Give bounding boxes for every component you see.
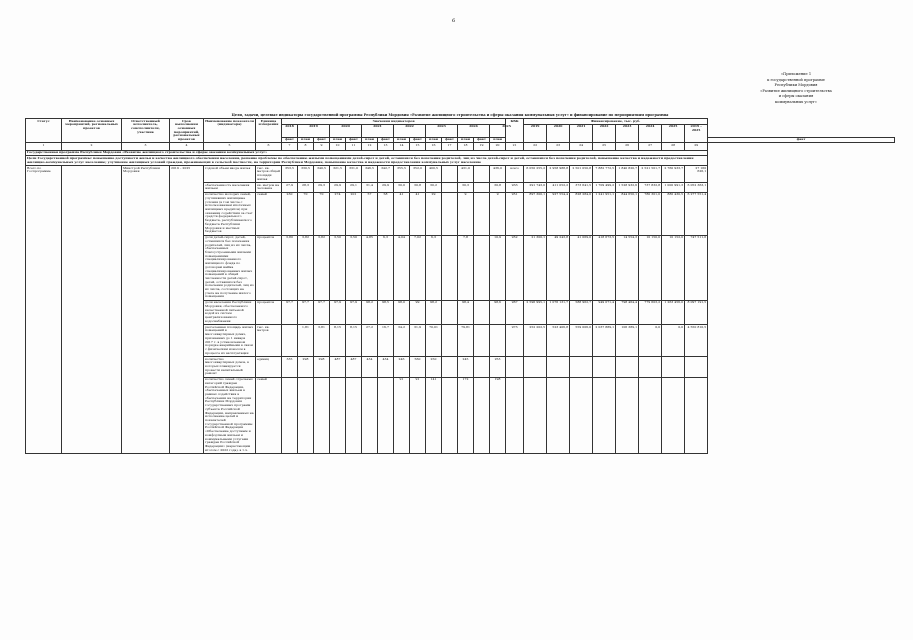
finance-value: 737 832,8	[639, 183, 662, 193]
finance-value: 779 603,2	[639, 300, 662, 324]
indicator-value: 298	[314, 356, 330, 377]
indicator-value	[330, 377, 346, 453]
indicator-value: 97,9	[346, 300, 362, 324]
finance-value: 6 050 255,2	[524, 166, 547, 183]
finance-value: 2 037 889,1	[593, 325, 616, 357]
finance-value	[570, 377, 593, 453]
indicator-value	[474, 377, 490, 453]
indicator-value	[442, 166, 458, 183]
indicator-name: расселенная площадь жилых помещений в многоквартирных домах, признанных до 1 января 2017 г. в установленном порядке аварийными в связи с физическим износом в процессе их эксплуатации	[204, 325, 256, 357]
finance-value: 373 641,5	[570, 183, 593, 193]
indicator-value: 352,0	[410, 166, 426, 183]
plan-fact-header: факт	[346, 137, 362, 143]
plan-fact-header: план	[298, 137, 314, 143]
indicator-value: 331,0	[346, 166, 362, 183]
indicator-value: 98,4	[458, 300, 474, 324]
kbk-code: 967	[506, 300, 524, 324]
indicator-value: 70	[314, 192, 330, 235]
indicator-value: 353,5	[282, 166, 298, 183]
kbk-code: 952	[506, 235, 524, 300]
finance-value: 1 000 991,3	[662, 183, 685, 193]
column-number: 29	[685, 143, 708, 150]
indicator-value	[346, 377, 362, 453]
indicator-value: 250	[426, 356, 442, 377]
plan-fact-header: факт	[282, 137, 298, 143]
finance-value	[547, 356, 570, 377]
column-number: 14	[394, 143, 410, 150]
indicator-value: 70	[298, 192, 314, 235]
indicator-value: 10,9	[490, 235, 506, 300]
plan-fact-header: план	[490, 137, 506, 143]
finance-year-header: 2020	[547, 124, 570, 143]
column-number: 18	[458, 143, 474, 150]
indicator-value: 298	[298, 356, 314, 377]
finance-value: 927 554,4	[547, 192, 570, 235]
indicator-value: 58	[378, 192, 394, 235]
finance-value: 1 528 932,6	[616, 183, 639, 193]
indicator-value: 27,9	[282, 183, 298, 193]
indicator-value: 31,4	[362, 183, 378, 193]
kbk-code: 951	[506, 192, 524, 235]
indicator-value: 34,2	[394, 325, 410, 357]
indicator-unit: процентов	[256, 235, 282, 300]
column-number: 6	[256, 143, 282, 150]
program-subtitle: Государственная программа Республики Мордовия «Развитие жилищного строительства и сферы оказания коммунальных услуг»	[26, 150, 708, 156]
indicator-value: 30,0	[394, 183, 410, 193]
finance-value: 0,0	[639, 325, 662, 357]
indicator-value	[474, 356, 490, 377]
kbk-code: 973	[506, 325, 524, 357]
column-number: 13	[378, 143, 394, 150]
finance-value: 0,0	[662, 325, 685, 357]
indicator-name: количество молодых семей, улучшивших жилищные условия (в том числе с использованием ипотечных жилищных кредитов) при оказании содействия за счет средств федерального бюджета, республиканского бюджета Республики Мордовия и местных бюджетов	[204, 192, 256, 235]
indicator-value: 41	[394, 192, 410, 235]
finance-value: 2 501 050,8	[570, 166, 593, 183]
indicator-value	[474, 183, 490, 193]
indicator-value: 274	[330, 192, 346, 235]
indicator-value: 8,15	[330, 325, 346, 357]
indicator-unit: процентов	[256, 300, 282, 324]
document-title: Цели, задачи, целевые индикаторы государственной программы Республики Мордовия «Развитие жилищного строительства и сферы оказания коммунальных услуг» и финансирование по мероприятиям программы	[231, 113, 669, 117]
finance-value: 10 150,0	[639, 235, 662, 300]
indicator-value: 3,81	[314, 325, 330, 357]
finance-year-header: 2021	[570, 124, 593, 143]
indicator-value: 3,82	[314, 235, 330, 300]
indicator-value: 201	[346, 192, 362, 235]
column-number: 4	[170, 143, 204, 150]
header-name: Наименование основных мероприятий, региональных проектов	[62, 119, 122, 143]
indicator-value: 198	[490, 377, 506, 453]
indicator-name: количество семей отдельных категорий граждан Российской Федерации, обеспеченных жильем в рамках содействия в обеспечении на территории Республики Мордовия государственных программ субъекта Российской Федерации, направленных на исполнение целей и показателей государственной программы Российской Федерации «Обеспечение доступным и комфортным жильем и коммунальными услугами граждан Российской Федерации» (нарастающим итогом с 2022 года), в т.ч.	[205, 377, 254, 452]
finance-value: 27 160 626,1	[685, 166, 708, 183]
header-values: Значения индикаторов	[282, 119, 506, 125]
column-number: 26	[616, 143, 639, 150]
column-number: 17	[442, 143, 458, 150]
indicator-value: 29,3	[314, 183, 330, 193]
indicator-value: 6,3	[426, 235, 442, 300]
indicator-value: 321,5	[330, 166, 346, 183]
indicator-name: доля населения Республики Мордовия, обеспеченного качественной питьевой водой из систем централизованного водоснабжения	[204, 300, 256, 324]
finance-value: 949 071,4	[593, 300, 616, 324]
indicator-value: 1,81	[298, 325, 314, 357]
indicator-value	[490, 325, 506, 357]
finance-value: 798 464,4	[616, 300, 639, 324]
indicator-value: 98,2	[426, 300, 442, 324]
finance-year-header: 2022	[593, 124, 616, 143]
indicator-name: обеспеченность населения жильем	[204, 183, 256, 193]
finance-value	[616, 377, 639, 453]
indicator-value: 141	[426, 377, 442, 453]
indicator-value	[474, 325, 490, 357]
indicator-value: 70,01	[426, 325, 442, 357]
indicator-value	[282, 377, 298, 453]
year-header: 2019	[298, 124, 330, 137]
plan-fact-header: факт	[378, 137, 394, 143]
header-period: Срок выполнения основных мероприятий, региональных проектов	[170, 119, 204, 143]
indicator-value: 172	[458, 377, 474, 453]
indicator-value: 560	[410, 356, 426, 377]
column-number: 2	[62, 143, 122, 150]
plan-fact-header: план	[362, 137, 378, 143]
indicator-value: 97,7	[298, 300, 314, 324]
finance-value: 523 406,8	[547, 325, 570, 357]
finance-value: 6 052 363,1	[685, 183, 708, 193]
finance-year-header: 2023	[616, 124, 639, 143]
indicator-value: 99	[410, 300, 426, 324]
column-number: 8	[298, 143, 314, 150]
finance-value: 8 097 191,5	[685, 300, 708, 324]
plan-fact-header: факт	[314, 137, 330, 143]
finance-value	[524, 356, 547, 377]
table-row	[26, 166, 895, 183]
indicator-value: 335	[282, 356, 298, 377]
indicator-value: 9	[490, 192, 506, 235]
column-number: 20	[490, 143, 506, 150]
finance-year-header: 2024	[639, 124, 662, 143]
header-status: Статус	[26, 119, 62, 143]
finance-value: 411 052,2	[547, 183, 570, 193]
program-goal: Цели Государственной программы: повышение доступности жилья и качества жилищного обеспечения населения, решение проблемы по обеспечению жилыми помещениями детей-сирот и детей, оставшихся без попечения родителей, лиц из числа детей-сирот и детей, оставшихся без попечения родителей, повышение качества и надежности предоставления жилищно-коммунальных услуг населению; улучшение жилищных условий граждан, проживающих в сельской местности, на территории Республики Мордовия, повышение качества и надежности предоставления коммунальных услуг населению	[26, 156, 708, 166]
indicator-value: 342,7	[378, 166, 394, 183]
indicator-value: 97,7	[282, 300, 298, 324]
indicator-value: 30,2	[426, 183, 442, 193]
page-number: 6	[452, 18, 456, 24]
finance-value	[570, 356, 593, 377]
appendix-line: Республики Мордовия	[774, 83, 818, 88]
indicator-unit: тыс. кв. метров	[256, 325, 282, 357]
indicator-name: количество многоквартирных домов, в которых планируется провести капитальный ремонт	[204, 356, 256, 377]
finance-value: 2 596 995,1	[524, 300, 547, 324]
indicator-value: 3,82	[298, 235, 314, 300]
finance-year-header: 2025	[662, 124, 685, 143]
column-number: 22	[524, 143, 547, 150]
column-number: 16	[426, 143, 442, 150]
indicator-unit: единиц	[256, 356, 282, 377]
indicator-value: 30,8	[410, 183, 426, 193]
indicator-name: годовой объем ввода жилья	[204, 166, 256, 183]
indicator-value: 30,8	[490, 183, 506, 193]
year-header: 2023	[426, 124, 458, 137]
plan-fact-header: факт	[474, 137, 490, 143]
finance-value: 1 709 499,2	[593, 183, 616, 193]
plan-fact-header: факт	[410, 137, 426, 143]
finance-value: 588 962,7	[570, 300, 593, 324]
header-responsible: Ответственный исполнитель, соисполнители, участник	[122, 119, 170, 143]
indicator-value: 98,0	[394, 300, 410, 324]
finance-value: 252 202,5	[524, 325, 547, 357]
indicator-value: 253	[490, 356, 506, 377]
indicator-value: 29,1	[346, 183, 362, 193]
header-finance: Финансирование, тыс. руб.	[524, 119, 708, 125]
row-period: 2019 – 2025	[170, 166, 204, 454]
finance-value: 780 301,0	[639, 192, 662, 235]
finance-value: 418 673,5	[593, 235, 616, 300]
finance-value: 559 006,0	[570, 325, 593, 357]
finance-value: 41 069,0	[570, 235, 593, 300]
indicator-value: 246	[394, 356, 410, 377]
finance-value	[616, 356, 639, 377]
column-number: 21	[506, 143, 524, 150]
indicator-value: 28,3	[298, 183, 314, 193]
finance-value: 2 760 933,7	[662, 166, 685, 183]
indicator-value: 431,0	[458, 166, 474, 183]
finance-value	[547, 377, 570, 453]
finance-value: 4 550 810,5	[685, 325, 708, 357]
indicator-value	[442, 235, 458, 300]
indicator-value: 434	[362, 356, 378, 377]
year-header: 2022	[394, 124, 426, 137]
row-name-cell	[62, 166, 122, 454]
column-number: 28	[662, 143, 685, 150]
finance-value: 6 277 551,4	[685, 192, 708, 235]
indicator-value: 31,9	[410, 325, 426, 357]
finance-value	[593, 356, 616, 377]
header-unit: Единица измерения	[256, 119, 282, 143]
program-table	[25, 118, 895, 454]
indicator-value: 4,04	[394, 235, 410, 300]
indicator-value	[298, 377, 314, 453]
indicator-unit: тыс. кв. метров общей площади жилья	[257, 165, 281, 181]
indicator-value	[282, 325, 298, 357]
finance-value: 1 263 456,0	[662, 300, 685, 324]
finance-value: 291 743,0	[524, 183, 547, 193]
indicator-value: 3,50	[330, 235, 346, 300]
indicator-unit: семей	[256, 377, 282, 453]
finance-value	[662, 356, 685, 377]
finance-value	[524, 377, 547, 453]
column-number: 23	[547, 143, 570, 150]
indicator-value: 91	[394, 377, 410, 453]
indicator-unit: семей	[256, 192, 282, 235]
indicator-value: 434	[378, 356, 394, 377]
indicator-value: 7,02	[410, 235, 426, 300]
plan-fact-header: план	[426, 137, 442, 143]
indicator-value: 487	[346, 356, 362, 377]
finance-value: 1 076 131,7	[547, 300, 570, 324]
kbk-code: 933	[506, 183, 524, 193]
indicator-value: 91	[410, 377, 426, 453]
finance-value: 1 241 951,1	[593, 192, 616, 235]
indicator-value: 98,2	[362, 300, 378, 324]
plan-fact-header: план	[394, 137, 410, 143]
finance-value	[685, 356, 708, 377]
indicator-value	[362, 377, 378, 453]
indicator-value: 230	[282, 192, 298, 235]
finance-value: 21 300,1	[524, 235, 547, 300]
appendix-line: и сферы оказания	[778, 94, 814, 99]
indicator-value: 487	[330, 356, 346, 377]
year-header: 2018	[282, 124, 298, 137]
indicator-value: 3,80	[282, 235, 298, 300]
indicator-value: 7,8	[458, 235, 474, 300]
finance-value: 897 300,1	[524, 192, 547, 235]
column-number: 27	[639, 143, 662, 150]
indicator-name: доля детей-сирот, детей, оставшихся без попечения родителей, лиц из их числа, обеспеченных благоустроенными жилыми помещениями специализированного жилищного фонда по договорам найма специализированных жилых помещений в общей численности детей-сирот, детей, оставшихся без попечения родителей, лиц из их числа, состоящих на учете на получение жилого помещения	[205, 235, 254, 299]
plan-fact-header: план	[330, 137, 346, 143]
year-header: 2025	[490, 124, 524, 137]
indicator-value: 29,9	[378, 183, 394, 193]
indicator-value: 98,6	[490, 300, 506, 324]
kbk-code	[506, 377, 524, 453]
finance-value	[685, 377, 708, 453]
indicator-value: 98,5	[378, 300, 394, 324]
indicator-value: 97,7	[314, 300, 330, 324]
kbk-code	[506, 356, 524, 377]
finance-value: 2 958 988,8	[547, 166, 570, 183]
column-number: 11	[346, 143, 362, 150]
row-status: Всего по Госпрограмме	[26, 166, 62, 454]
indicator-value: 97,9	[330, 300, 346, 324]
header-indicator: Наименование показателя (индикатора)	[204, 119, 256, 143]
appendix-line: коммунальных услуг»	[775, 99, 817, 104]
indicator-value: 400,5	[426, 166, 442, 183]
column-number: 10	[330, 143, 346, 150]
indicator-value	[442, 300, 458, 324]
indicator-value: 3,50	[346, 235, 362, 300]
finance-value: 14 554,3	[616, 235, 639, 300]
kbk-code: всего	[506, 166, 524, 183]
appendix-note	[736, 72, 856, 106]
finance-value: 844 650,1	[616, 192, 639, 235]
finance-value: 828 284,0	[570, 192, 593, 235]
indicator-value: 9	[458, 192, 474, 235]
indicator-value: 29,9	[330, 183, 346, 193]
plan-fact-header: факт	[708, 137, 895, 143]
indicator-value: 30,3	[458, 183, 474, 193]
plan-fact-header: факт	[442, 137, 458, 143]
year-header: 2020	[330, 124, 362, 137]
column-number: 1	[26, 143, 62, 150]
column-number: 19	[474, 143, 490, 150]
indicator-value	[378, 377, 394, 453]
finance-year-header: 2019	[524, 124, 547, 143]
indicator-value	[442, 356, 458, 377]
finance-value: 880 430,5	[662, 192, 685, 235]
finance-value: 2 521 501,7	[639, 166, 662, 183]
indicator-value: 436,0	[490, 166, 506, 183]
column-number: 7	[282, 143, 298, 150]
finance-value	[639, 356, 662, 377]
column-number: 12	[362, 143, 378, 150]
appendix-line: «Приложение 1	[780, 72, 812, 76]
column-number: 5	[204, 143, 256, 150]
indicator-value: 355,5	[394, 166, 410, 183]
appendix-line: «Развитие жилищного строительства	[760, 88, 832, 93]
indicator-value: 245	[458, 356, 474, 377]
column-number: 25	[593, 143, 616, 150]
indicator-value	[442, 183, 458, 193]
finance-value: 106 389,1	[616, 325, 639, 357]
indicator-value: 4,85	[362, 235, 378, 300]
appendix-line: к государственной программе	[767, 77, 825, 82]
finance-value: 49 243,8	[547, 235, 570, 300]
indicator-value	[442, 377, 458, 453]
year-header: 2021	[362, 124, 394, 137]
indicator-value: 29	[426, 192, 442, 235]
indicator-value	[442, 325, 458, 357]
indicator-value	[474, 235, 490, 300]
indicator-value: 27,2	[362, 325, 378, 357]
indicator-value: 16,7	[378, 325, 394, 357]
finance-value	[593, 377, 616, 453]
finance-value: 10 152,0	[662, 235, 685, 300]
column-number: 3	[122, 143, 170, 150]
finance-value: 7 882 772,5	[593, 166, 616, 183]
indicator-value: 346,5	[362, 166, 378, 183]
finance-value	[662, 377, 685, 453]
indicator-value: 79,81	[458, 325, 474, 357]
indicator-value	[474, 166, 490, 183]
indicator-unit: кв. метров на человека	[256, 183, 282, 193]
finance-value: 747 511,6	[685, 235, 708, 300]
indicator-value: 340,5	[314, 166, 330, 183]
finance-year-header: 2019 – 2025	[685, 124, 708, 143]
indicator-value: 41	[410, 192, 426, 235]
indicator-value: 8,15	[346, 325, 362, 357]
finance-value: 1 840 820,7	[616, 166, 639, 183]
indicator-value	[442, 192, 458, 235]
indicator-value: 330,5	[298, 166, 314, 183]
indicator-value	[474, 300, 490, 324]
indicator-value: 57	[362, 192, 378, 235]
row-responsible: Минстрой Республики Мордовия	[122, 166, 170, 454]
column-number: 9	[314, 143, 330, 150]
plan-fact-header: план	[458, 137, 474, 143]
column-number: 24	[570, 143, 593, 150]
indicator-value: 6,3	[378, 235, 394, 300]
indicator-value	[474, 192, 490, 235]
column-number: 15	[410, 143, 426, 150]
header-kbk: КБК	[506, 119, 524, 143]
finance-value	[639, 377, 662, 453]
indicator-value	[314, 377, 330, 453]
year-header: 2024	[458, 124, 490, 137]
